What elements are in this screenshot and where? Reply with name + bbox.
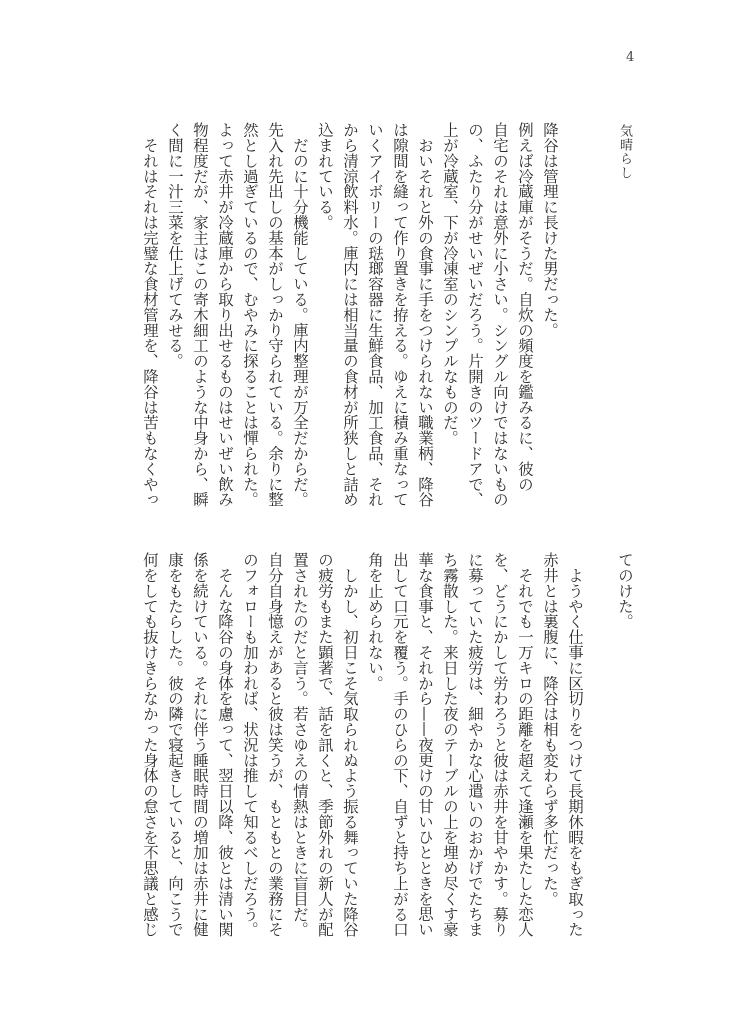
text-column: ようやく仕事に区切りをつけて長期休暇をもぎ取った xyxy=(566,552,584,937)
text-column: 然とし過ぎているので、むやみに探ることは憚られた。 xyxy=(241,122,259,507)
text-column: に募っていた疲労は、細やかな心遣いのおかげでたちま xyxy=(466,552,484,937)
text-column: の、ふたり分がせいぜいだろう。片開きのツードアで、 xyxy=(466,122,484,507)
text-column: の疲労もまた顕著で、話を訊くと、季節外れの新人が配 xyxy=(316,552,334,937)
text-column: おいそれと外の食事に手をつけられない職業柄、降谷 xyxy=(416,122,434,507)
text-column: から清涼飲料水。庫内には相当量の食材が所狭しと詰め xyxy=(341,122,359,507)
text-column: 華な食事と、それから——夜更けの甘いひとときを思い xyxy=(416,552,434,937)
text-column: 置されたのだと言う。若さゆえの情熱はときに盲目だ。 xyxy=(291,552,309,937)
text-column: それでも一万キロの距離を超えて逢瀬を果たした恋人 xyxy=(516,552,534,937)
text-column xyxy=(587,552,612,942)
text-column: ち霧散した。来日した夜のテーブルの上を埋め尽くす豪 xyxy=(441,552,459,937)
blank-column xyxy=(587,122,612,512)
page-number: 4 xyxy=(626,50,635,65)
text-column: 出して口元を覆う。手のひらの下、自ずと持ち上がる口 xyxy=(391,552,409,937)
text-column: は隙間を縫って作り置きを拵える。ゆえに積み重なって xyxy=(391,122,409,507)
text-column: 込まれている。 xyxy=(316,122,334,230)
text-column: 自宅のそれは意外に小さい。シングル向けではないもの xyxy=(491,122,509,507)
text-column: を、どうにかして労わろうと彼は赤井を甘やかす。募り xyxy=(491,552,509,937)
upper-text-block xyxy=(137,122,637,512)
text-column: よって赤井が冷蔵庫から取り出せるものはせいぜい飲み xyxy=(216,122,234,507)
text-column: てのけた。 xyxy=(616,552,634,629)
text-column: 赤井とは裏腹に、降谷は相も変わらず多忙だった。 xyxy=(541,552,559,907)
text-column: 自分自身憶えがあると彼は笑うが、もともとの業務にそ xyxy=(266,552,284,937)
text-column: だのに十分機能している。庫内整理が万全だからだ。 xyxy=(291,122,309,507)
text-column: それはそれは完璧な食材管理を、降谷は苦もなくやっ xyxy=(141,122,159,507)
lower-text-block xyxy=(137,552,637,942)
text-column: く間に一汁三菜を仕上げてみせる。 xyxy=(166,122,184,369)
text-column: 例えば冷蔵庫がそうだ。自炊の頻度を鑑みるに、彼の xyxy=(516,122,534,492)
text-column: 係を続けている。それに伴う睡眠時間の増加は赤井に健 xyxy=(191,552,209,937)
text-column: 物程度だが、家主はこの寄木細工のような中身から、瞬 xyxy=(191,122,209,507)
text-column: のフォローも加われば、状況は推して知るべしだろう。 xyxy=(241,552,259,937)
text-column: 角を止められない。 xyxy=(366,552,384,691)
text-column: 何をしても抜けきらなかった身体の怠さを不思議と感じ xyxy=(141,552,159,937)
running-title: 気晴らし xyxy=(617,124,632,180)
text-column: 先入れ先出しの基本がしっかり守られている。余りに整 xyxy=(266,122,284,507)
blank-column xyxy=(562,122,587,512)
text-column: 上が冷蔵室、下が冷凍室のシンプルなものだ。 xyxy=(441,122,459,446)
text-column: しかし、初日こそ気取られぬよう振る舞っていた降谷 xyxy=(341,552,359,937)
text-column: いくアイボリーの琺瑯容器に生鮮食品、加工食品、それ xyxy=(366,122,384,507)
text-column: 降谷は管理に長けた男だった。 xyxy=(541,122,559,338)
text-column: 康をもたらした。彼の隣で寝起きしていると、向こうで xyxy=(166,552,184,937)
text-column: そんな降谷の身体を慮って、翌日以降、彼とは清い関 xyxy=(216,552,234,937)
